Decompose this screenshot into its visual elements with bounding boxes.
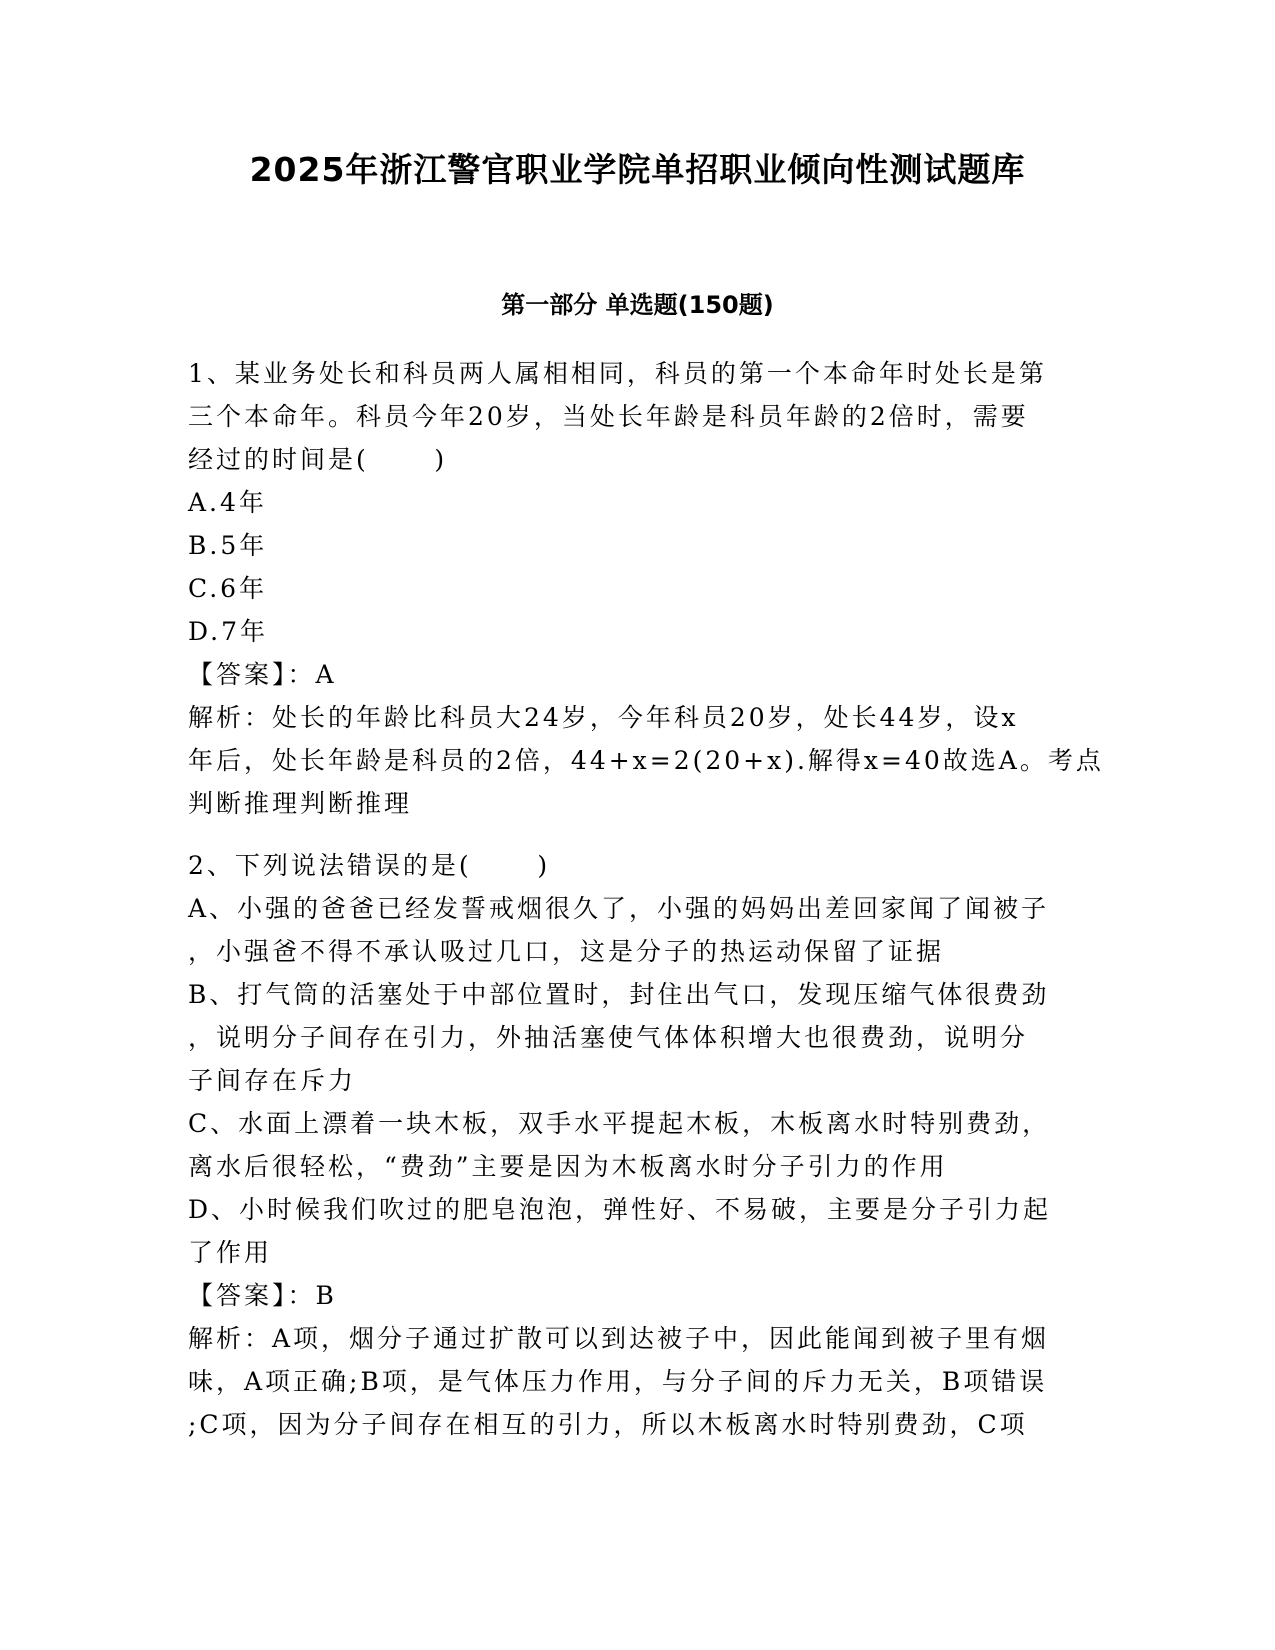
answer-line: 【答案】：B xyxy=(188,1281,337,1310)
analysis-line: 年后，处长年龄是科员的2倍，44+x=2(20+x).解得x=40故选A。考点 xyxy=(188,746,1104,775)
option-d: D.7年 xyxy=(188,617,269,646)
option-a: A.4年 xyxy=(188,488,267,517)
option-b: B.5年 xyxy=(188,531,268,560)
analysis-line: 解析：A项，烟分子通过扩散可以到达被子中，因此能闻到被子里有烟 xyxy=(188,1324,1050,1353)
question-2 xyxy=(188,844,1088,1446)
option-line: ，说明分子间存在引力，外抽活塞使气体体积增大也很费劲，说明分 xyxy=(188,1023,1029,1052)
question-list xyxy=(188,352,1104,1446)
option-line: 子间存在斥力 xyxy=(188,1066,357,1095)
question-stem-line: 三个本命年。科员今年20岁，当处长年龄是科员年龄的2倍时，需要 xyxy=(188,402,1029,431)
question-spacer xyxy=(188,825,1088,844)
option-line: 了作用 xyxy=(188,1238,273,1267)
document-title: 2025年浙江警官职业学院单招职业倾向性测试题库 xyxy=(249,150,1026,189)
analysis-line: 味，A项正确;B项，是气体压力作用，与分子间的斥力无关，B项错误 xyxy=(188,1367,1048,1396)
option-line: A、小强的爸爸已经发誓戒烟很久了，小强的妈妈出差回家闻了闻被子 xyxy=(188,894,1050,923)
option-line: C、水面上漂着一块木板，双手水平提起木板，木板离水时特别费劲， xyxy=(188,1109,1051,1138)
question-stem-line: 经过的时间是( ) xyxy=(188,445,448,474)
question-stem-line: 2、下列说法错误的是( ) xyxy=(188,851,551,880)
question-1 xyxy=(188,352,1104,825)
section-heading: 第一部分 单选题(150题) xyxy=(501,291,774,319)
option-line: D、小时候我们吹过的肥皂泡泡，弹性好、不易破，主要是分子引力起 xyxy=(188,1195,1052,1224)
question-stem-line: 1、某业务处长和科员两人属相相同，科员的第一个本命年时处长是第 xyxy=(188,359,1047,388)
option-line: 离水后很轻松，“费劲”主要是因为木板离水时分子引力的作用 xyxy=(188,1152,948,1181)
option-c: C.6年 xyxy=(188,574,268,603)
analysis-line: ;C项，因为分子间存在相互的引力，所以木板离水时特别费劲，C项 xyxy=(188,1410,1028,1439)
answer-line: 【答案】：A xyxy=(188,660,337,689)
analysis-line: 解析：处长的年龄比科员大24岁，今年科员20岁，处长44岁，设x xyxy=(188,703,1019,732)
option-line: ，小强爸不得不承认吸过几口，这是分子的热运动保留了证据 xyxy=(188,937,945,966)
analysis-line: 判断推理判断推理 xyxy=(188,789,413,818)
option-line: B、打气筒的活塞处于中部位置时，封住出气口，发现压缩气体很费劲 xyxy=(188,980,1050,1009)
